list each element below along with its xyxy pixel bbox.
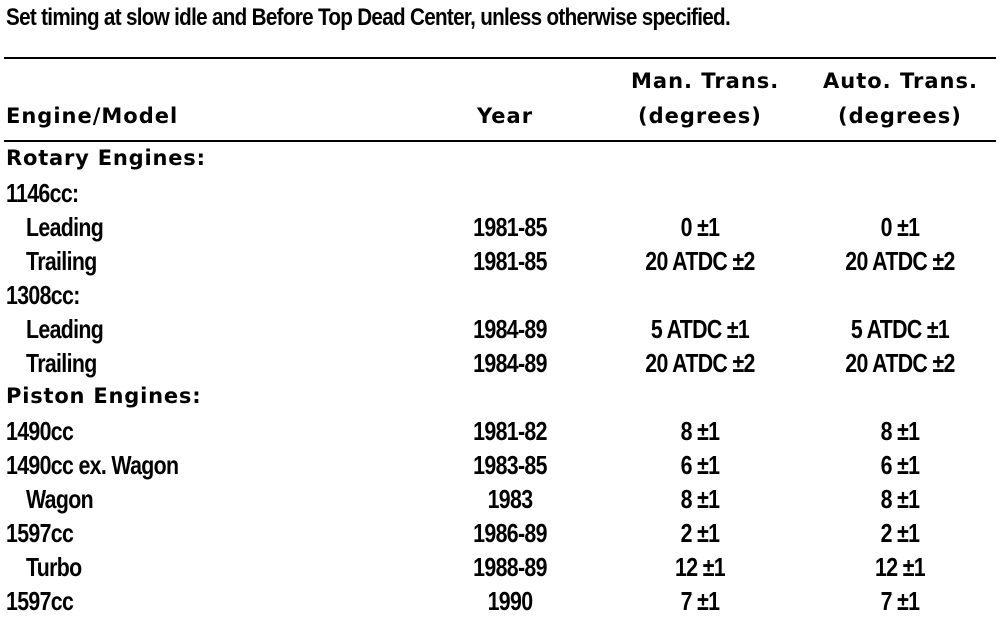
auto-trans-cell: 20 ATDC ±2: [845, 348, 955, 378]
man-trans-cell: 8 ±1: [680, 416, 720, 446]
timing-note: Set timing at slow idle and Before Top Dead Center, unless otherwise specified.: [6, 4, 731, 31]
man-trans-cell: 5 ATDC ±1: [650, 314, 750, 344]
man-trans-cell: 0 ±1: [680, 212, 720, 242]
year-cell: 1981-82: [473, 416, 547, 446]
man-trans-cell: 6 ±1: [680, 450, 720, 480]
header-auto-trans: Auto. Trans.: [823, 69, 978, 93]
engine-group-heading: Rotary Engines:: [6, 146, 206, 170]
engine-model-cell: Trailing: [26, 348, 97, 378]
man-trans-cell: 20 ATDC ±2: [645, 246, 755, 276]
man-trans-cell: 20 ATDC ±2: [645, 348, 755, 378]
year-cell: 1981-85: [473, 212, 547, 242]
header-man-trans: Man. Trans.: [631, 69, 780, 93]
header-auto-trans-units: (degrees): [838, 104, 962, 128]
engine-model-cell: 1597cc: [6, 518, 74, 548]
engine-model-cell: 1490cc ex. Wagon: [6, 450, 179, 480]
year-cell: 1984-89: [473, 348, 547, 378]
header-engine-model: Engine/Model: [6, 104, 179, 128]
man-trans-cell: 2 ±1: [680, 518, 720, 548]
auto-trans-cell: 7 ±1: [880, 586, 920, 616]
header-year: Year: [477, 104, 534, 128]
year-cell: 1986-89: [473, 518, 547, 548]
auto-trans-cell: 12 ±1: [875, 552, 925, 582]
engine-model-cell: Turbo: [26, 552, 82, 582]
man-trans-cell: 7 ±1: [680, 586, 720, 616]
year-cell: 1983: [487, 484, 533, 514]
auto-trans-cell: 2 ±1: [880, 518, 920, 548]
auto-trans-cell: 8 ±1: [880, 416, 920, 446]
engine-model-cell: 1597cc: [6, 586, 74, 616]
header-man-trans-units: (degrees): [638, 104, 762, 128]
header-rule: [4, 140, 996, 142]
auto-trans-cell: 8 ±1: [880, 484, 920, 514]
year-cell: 1990: [487, 586, 533, 616]
man-trans-cell: 12 ±1: [675, 552, 725, 582]
auto-trans-cell: 20 ATDC ±2: [845, 246, 955, 276]
engine-model-cell: 1490cc: [6, 416, 74, 446]
engine-model-cell: Leading: [26, 314, 104, 344]
year-cell: 1984-89: [473, 314, 547, 344]
engine-model-cell: Trailing: [26, 246, 97, 276]
man-trans-cell: 8 ±1: [680, 484, 720, 514]
top-rule: [4, 57, 996, 59]
auto-trans-cell: 0 ±1: [880, 212, 920, 242]
engine-model-cell: Leading: [26, 212, 104, 242]
year-cell: 1983-85: [473, 450, 547, 480]
engine-group-heading: Piston Engines:: [6, 384, 202, 408]
engine-model-cell: 1146cc:: [6, 178, 79, 208]
engine-model-cell: 1308cc:: [6, 280, 80, 310]
auto-trans-cell: 5 ATDC ±1: [850, 314, 950, 344]
engine-model-cell: Wagon: [26, 484, 93, 514]
auto-trans-cell: 6 ±1: [880, 450, 920, 480]
year-cell: 1988-89: [473, 552, 547, 582]
year-cell: 1981-85: [473, 246, 547, 276]
